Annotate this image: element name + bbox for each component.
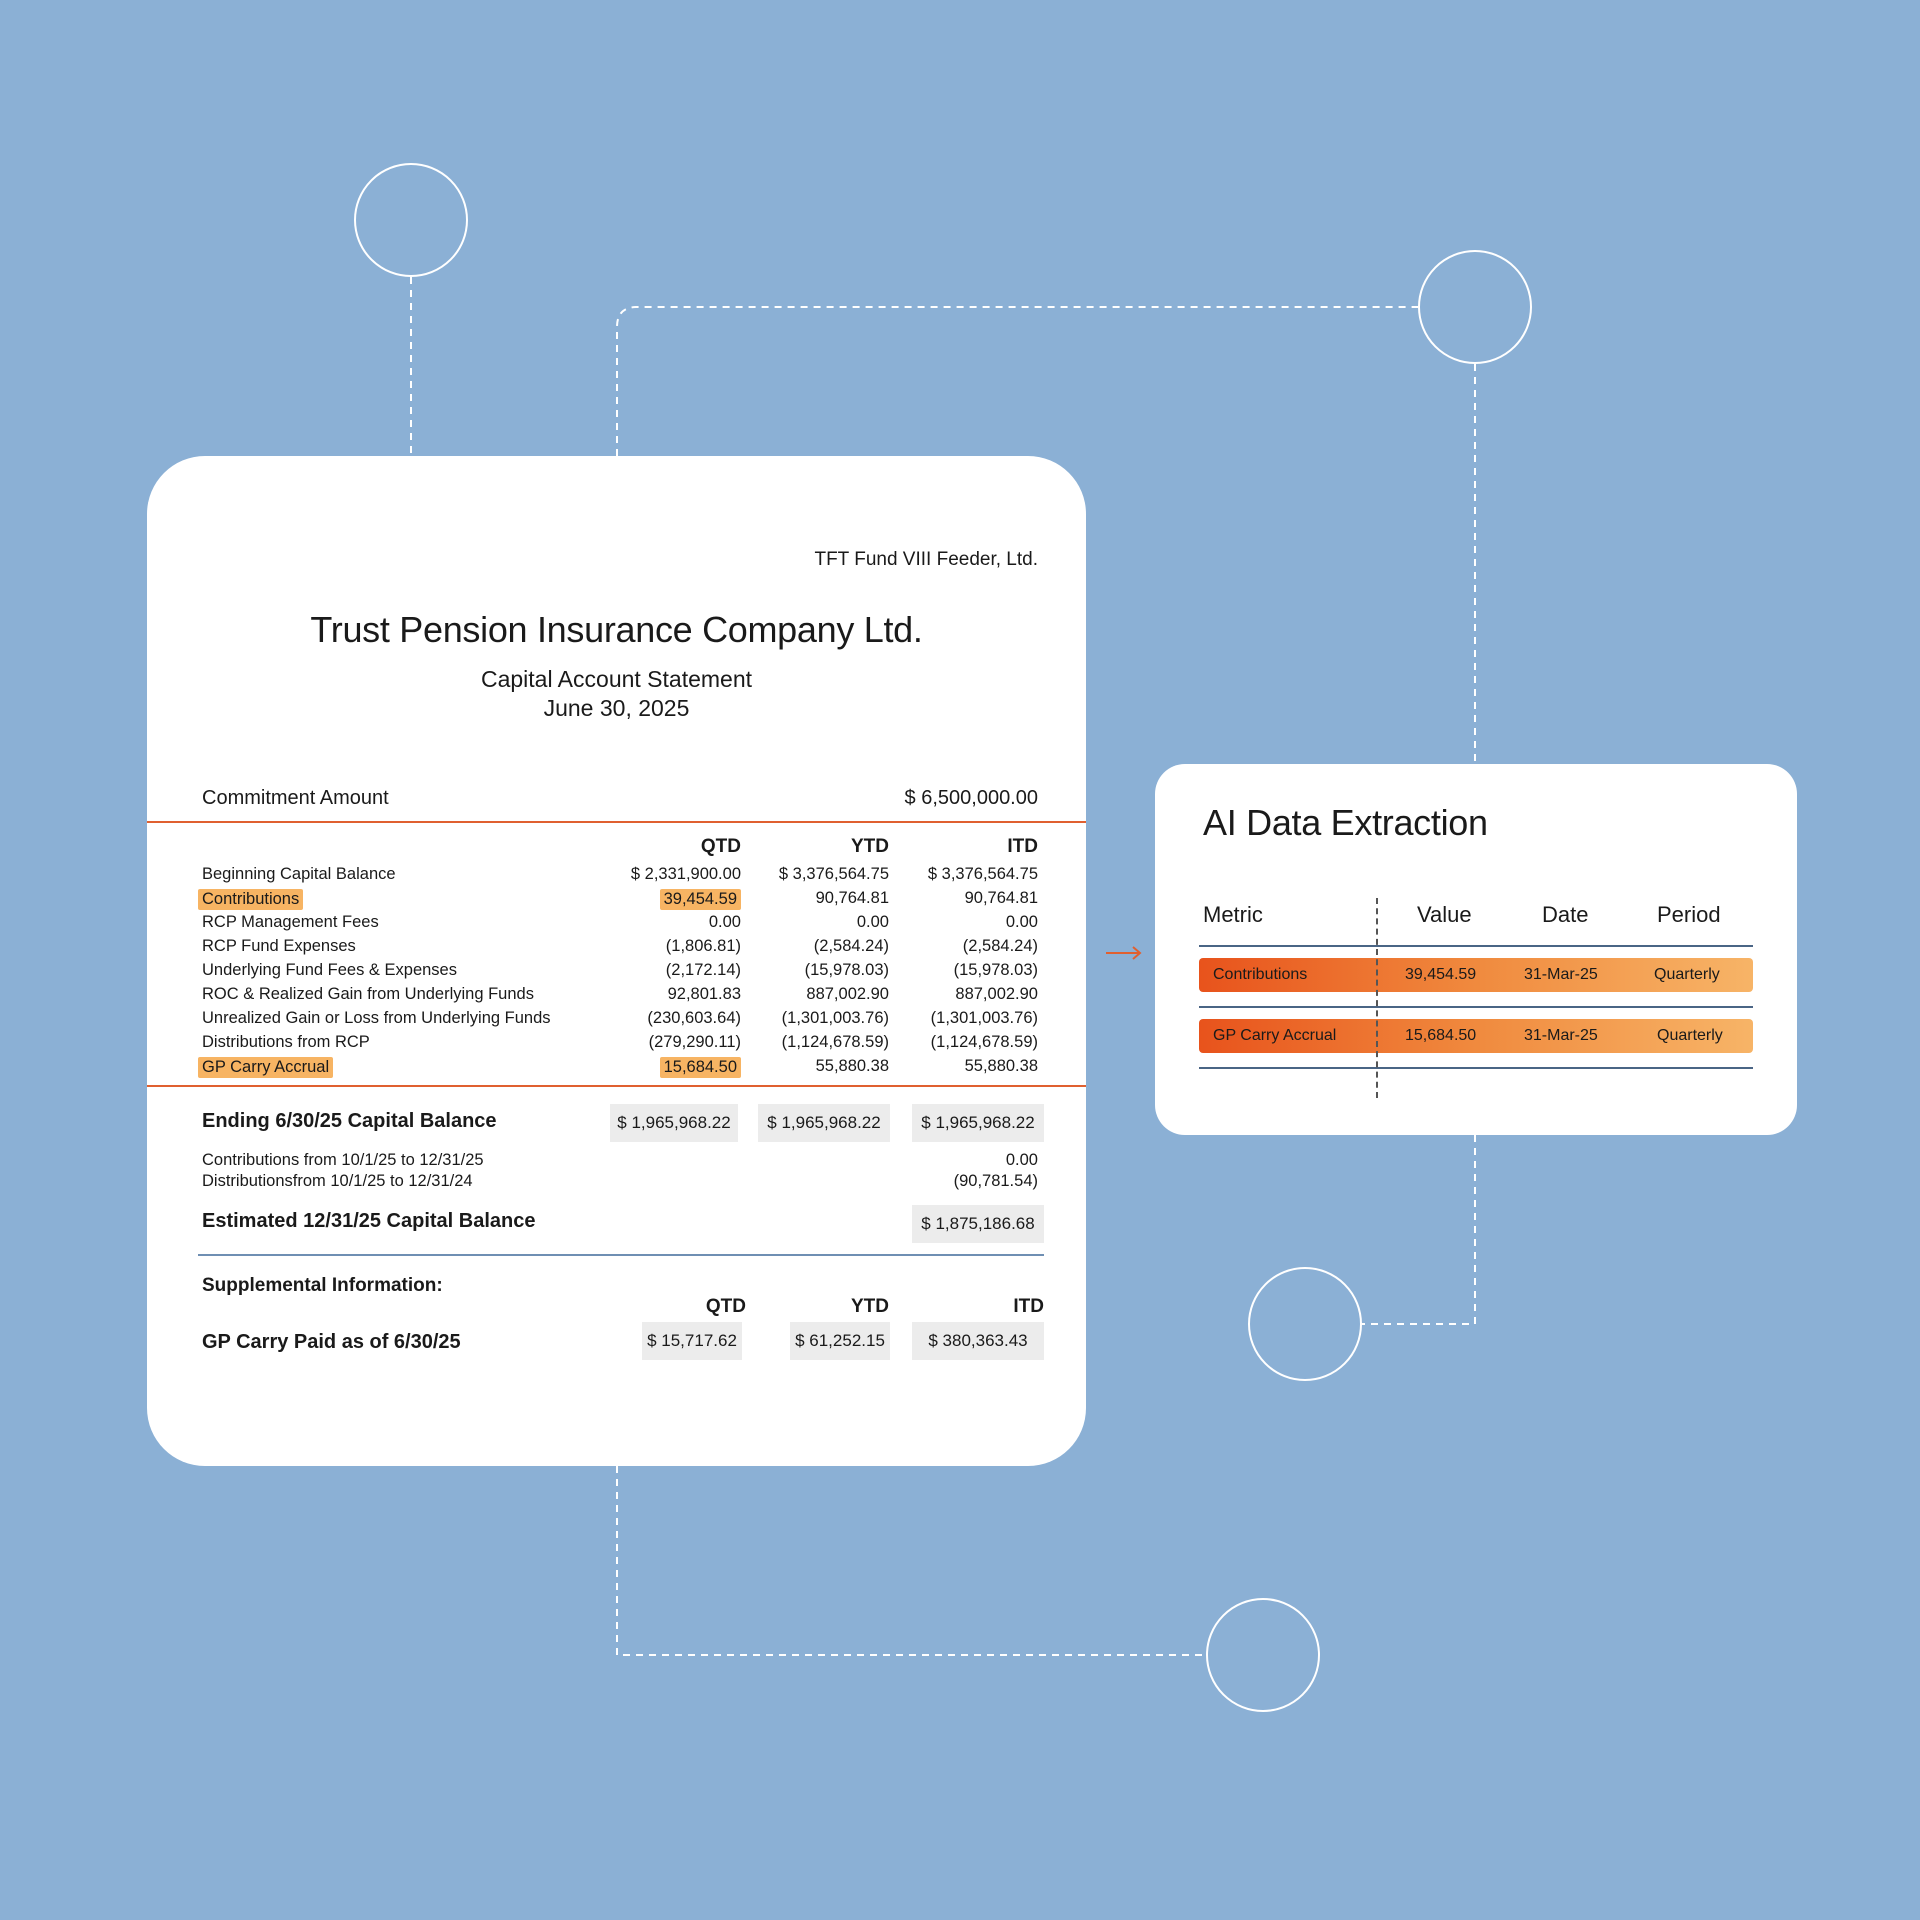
table-row — [147, 937, 1086, 959]
value-qtd: 0.00 — [708, 913, 741, 931]
estimated-balance-label: Estimated 12/31/25 Capital Balance — [202, 1210, 536, 1232]
value-itd: (2,584.24) — [962, 937, 1038, 955]
row-label-highlighted: Contributions — [198, 889, 303, 910]
column-header-ytd: YTD — [851, 836, 889, 857]
value-ytd: 90,764.81 — [815, 889, 889, 907]
estimated-balance-value: $ 1,875,186.68 — [912, 1205, 1044, 1243]
ending-balance-label: Ending 6/30/25 Capital Balance — [202, 1110, 497, 1132]
document-date: June 30, 2025 — [543, 695, 690, 721]
cell-value: 15,684.50 — [1405, 1027, 1477, 1044]
value-ytd: (2,584.24) — [813, 937, 889, 955]
value-qtd-highlighted: 15,684.50 — [660, 1057, 741, 1078]
value-qtd: (230,603.64) — [647, 1009, 741, 1027]
header-rule — [1199, 945, 1753, 947]
value-itd: (1,124,678.59) — [930, 1033, 1038, 1051]
decor-circle — [355, 164, 467, 276]
value-qtd: (2,172.14) — [665, 961, 741, 979]
value-itd: (15,978.03) — [953, 961, 1038, 979]
decor-circle — [1419, 251, 1531, 363]
value-itd: (1,301,003.76) — [930, 1009, 1038, 1027]
gp-carry-paid-ytd: $ 61,252.15 — [790, 1322, 890, 1360]
extraction-row — [1199, 1019, 1753, 1053]
value-ytd: (1,124,678.59) — [781, 1033, 889, 1051]
divider — [198, 1254, 1044, 1256]
arrow-right-icon — [1106, 946, 1142, 960]
column-header-itd: ITD — [1007, 836, 1038, 857]
value-ytd: (1,301,003.76) — [781, 1009, 889, 1027]
table-row — [147, 985, 1086, 1007]
value-qtd: (1,806.81) — [665, 937, 741, 955]
row-label-highlighted: GP Carry Accrual — [198, 1057, 333, 1078]
table-row — [147, 865, 1086, 887]
value-itd: 0.00 — [1005, 913, 1038, 931]
connector-line — [617, 307, 1418, 456]
cell-date: 31-Mar-25 — [1524, 1027, 1598, 1044]
value-ytd: $ 3,376,564.75 — [778, 865, 889, 883]
ending-balance-itd: $ 1,965,968.22 — [912, 1104, 1044, 1142]
cell-period: Quarterly — [1654, 966, 1720, 983]
row-label: RCP Fund Expenses — [202, 937, 356, 955]
supplemental-label: Supplemental Information: — [202, 1275, 443, 1296]
commitment-value: $ 6,500,000.00 — [904, 787, 1038, 809]
cell-metric: GP Carry Accrual — [1213, 1027, 1337, 1044]
cell-date: 31-Mar-25 — [1524, 966, 1598, 983]
header-value: Value — [1417, 902, 1472, 927]
ending-balance-ytd: $ 1,965,968.22 — [758, 1104, 890, 1142]
table-row-highlighted — [147, 1057, 1086, 1079]
row-label: RCP Management Fees — [202, 913, 379, 931]
fund-name: TFT Fund VIII Feeder, Ltd. — [814, 549, 1038, 570]
future-distributions-value: (90,781.54) — [953, 1172, 1038, 1190]
gp-carry-paid-label: GP Carry Paid as of 6/30/25 — [202, 1331, 461, 1353]
supp-header-itd: ITD — [1013, 1296, 1044, 1317]
decor-circle — [1207, 1599, 1319, 1711]
supp-header-qtd: QTD — [705, 1296, 746, 1317]
cell-metric: Contributions — [1213, 966, 1308, 983]
value-ytd: 887,002.90 — [806, 985, 889, 1003]
table-row — [147, 1033, 1086, 1055]
row-label: Beginning Capital Balance — [202, 865, 396, 883]
decor-circle — [1249, 1268, 1361, 1380]
gp-carry-paid-itd: $ 380,363.43 — [912, 1322, 1044, 1360]
table-row — [147, 961, 1086, 983]
row-label: ROC & Realized Gain from Underlying Funds — [202, 985, 534, 1003]
ending-balance-qtd: $ 1,965,968.22 — [610, 1104, 738, 1142]
connector-line — [617, 1466, 1206, 1655]
value-qtd: $ 2,331,900.00 — [630, 865, 741, 883]
row-label: Underlying Fund Fees & Expenses — [202, 961, 457, 979]
header-metric: Metric — [1203, 902, 1263, 927]
row-label: Unrealized Gain or Loss from Underlying Funds — [202, 1009, 551, 1027]
future-contributions-label: Contributions from 10/1/25 to 12/31/25 — [202, 1151, 484, 1169]
row-rule — [1199, 1006, 1753, 1008]
value-itd: 90,764.81 — [964, 889, 1038, 907]
table-row — [147, 1009, 1086, 1031]
supp-header-ytd: YTD — [851, 1296, 889, 1317]
header-period: Period — [1657, 902, 1721, 927]
table-row — [147, 913, 1086, 935]
cell-period: Quarterly — [1657, 1027, 1723, 1044]
statement-card — [147, 456, 1086, 1466]
value-qtd: 92,801.83 — [667, 985, 741, 1003]
row-label: Distributions from RCP — [202, 1033, 370, 1051]
ai-extraction-card — [1155, 764, 1797, 1135]
connector-line — [1362, 1135, 1475, 1324]
value-ytd: 0.00 — [856, 913, 889, 931]
ai-card-title: AI Data Extraction — [1203, 802, 1488, 843]
value-qtd-highlighted: 39,454.59 — [660, 889, 741, 910]
value-ytd: (15,978.03) — [804, 961, 889, 979]
commitment-label: Commitment Amount — [202, 787, 389, 809]
column-divider — [1376, 898, 1378, 1098]
row-rule — [1199, 1067, 1753, 1069]
table-row-highlighted — [147, 889, 1086, 911]
future-distributions-label: Distributionsfrom 10/1/25 to 12/31/24 — [202, 1172, 473, 1190]
extraction-row — [1199, 958, 1753, 992]
company-title: Trust Pension Insurance Company Ltd. — [310, 609, 923, 650]
document-title: Capital Account Statement — [480, 666, 753, 692]
cell-value: 39,454.59 — [1405, 966, 1477, 983]
value-ytd: 55,880.38 — [815, 1057, 889, 1075]
future-contributions-value: 0.00 — [1005, 1151, 1038, 1169]
gp-carry-paid-qtd: $ 15,717.62 — [642, 1322, 742, 1360]
value-itd: 55,880.38 — [964, 1057, 1038, 1075]
value-itd: $ 3,376,564.75 — [927, 865, 1038, 883]
value-itd: 887,002.90 — [955, 985, 1038, 1003]
value-qtd: (279,290.11) — [648, 1033, 741, 1051]
column-header-qtd: QTD — [700, 836, 741, 857]
header-date: Date — [1542, 902, 1589, 927]
